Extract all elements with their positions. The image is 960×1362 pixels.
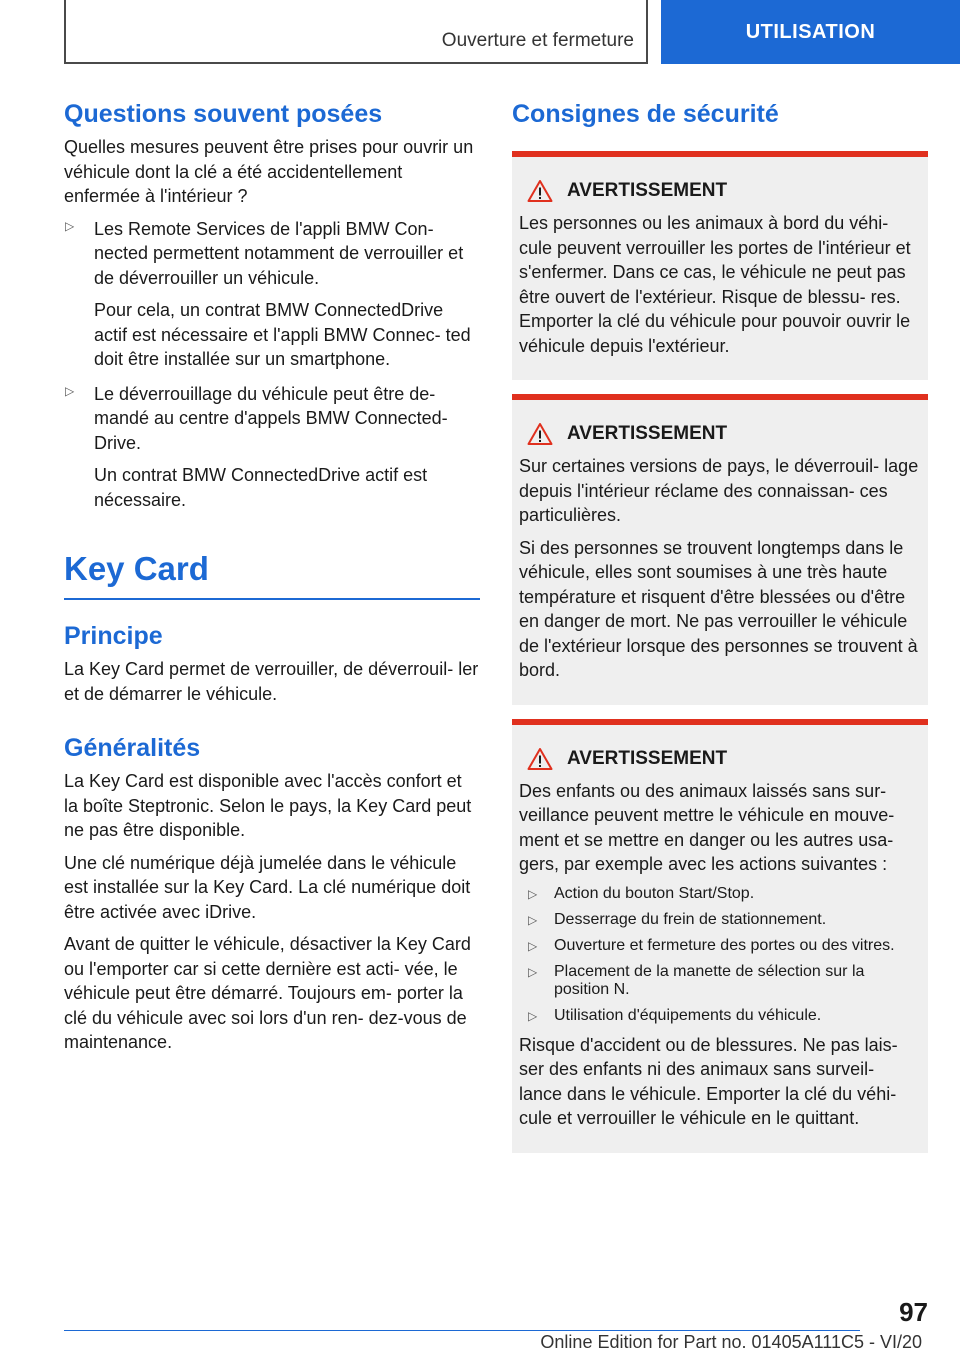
general-paragraph: Une clé numérique déjà jumelée dans le véhicule est installée sur la Key Card. La clé numérique doit être activée avec iDrive. bbox=[64, 852, 471, 922]
list-item bbox=[519, 937, 921, 955]
warning-text: Sur certaines versions de pays, le déverrouil- lage depuis l'intérieur réclame des connaissan- ces particulières. bbox=[519, 456, 919, 525]
faq-item-text: Le déverrouillage du véhicule peut être de- mandé au centre d'appels BMW Connected- Drive. bbox=[94, 383, 448, 453]
faq-list bbox=[64, 217, 480, 513]
bullet-triangle-icon: ▷ bbox=[528, 964, 538, 979]
bullet-triangle-icon: ▷ bbox=[65, 383, 75, 398]
warning-text: Si des personnes se trouvent longtemps dans le véhicule, elles sont soumises à une très haute température et risquent d'être blessées ou d'être en danger de mort. Ne pas verrouiller le véhicule de l'extérieur lorsque des personnes se trouvent à bord. bbox=[519, 537, 918, 680]
page-number: 97 bbox=[899, 1297, 928, 1327]
list-item bbox=[519, 911, 921, 929]
warning-triangle-icon bbox=[527, 179, 553, 203]
bullet-triangle-icon: ▷ bbox=[528, 886, 538, 901]
header-chapter-label: UTILISATION bbox=[745, 20, 876, 43]
list-item bbox=[519, 1007, 921, 1025]
right-column bbox=[512, 100, 928, 1167]
warning-triangle-icon bbox=[527, 422, 553, 446]
list-item-text: Utilisation d'équipements du véhicule. bbox=[554, 1006, 822, 1024]
bullet-triangle-icon: ▷ bbox=[528, 1008, 538, 1023]
faq-question: Quelles mesures peuvent être prises pour ouvrir un véhicule dont la clé a été accidentellement enfermée à l'intérieur ? bbox=[64, 137, 474, 206]
warning-text: Des enfants ou des animaux laissés sans sur- veillance peuvent mettre le véhicule en mouve- ment et se mettre en danger ou les autres usa- gers, par exemple avec les actions suivantes : bbox=[519, 780, 895, 874]
header-section-title: Ouverture et fermeture bbox=[441, 30, 634, 51]
list-item-text: Placement de la manette de sélection sur la position N. bbox=[554, 962, 865, 998]
warning-label: AVERTISSEMENT bbox=[567, 180, 728, 201]
list-item-text: Ouverture et fermeture des portes ou des vitres. bbox=[554, 936, 895, 954]
warning-box bbox=[512, 394, 928, 705]
warning-triangle-icon bbox=[527, 747, 553, 771]
list-item bbox=[64, 217, 480, 372]
section-divider bbox=[64, 598, 480, 600]
warning-text: Les personnes ou les animaux à bord du véhi- cule peuvent verrouiller les portes de l'intérieur et s'enfermer. Dans ce cas, le véhicule ne peut pas être ouvert de l'extérieur. Risque de blessu- res. Emporter la clé du véhicule pour pouvoir ouvrir le véhicule depuis l'extérieur. bbox=[519, 213, 911, 356]
general-paragraph: Avant de quitter le véhicule, désactiver la Key Card ou l'emporter car si cette dernière est acti- vée, le véhicule peut être démarré. Toujours em- porter la clé du véhicule avec soi lors d'un ren- dez-vous de maintenance. bbox=[64, 934, 471, 1052]
principle-title: Principe bbox=[64, 622, 163, 650]
warning-box bbox=[512, 719, 928, 1153]
list-item-text: Desserrage du frein de stationnement. bbox=[554, 910, 827, 928]
warning-box bbox=[512, 151, 928, 380]
warning-header bbox=[519, 179, 921, 203]
faq-item-text: Un contrat BMW ConnectedDrive actif est nécessaire. bbox=[94, 465, 428, 510]
faq-item-text: Les Remote Services de l'appli BMW Con- nected permettent notamment de verrouiller et de déverrouiller un véhicule. bbox=[94, 218, 464, 288]
general-title: Généralités bbox=[64, 734, 201, 762]
bullet-triangle-icon: ▷ bbox=[65, 218, 75, 233]
warning-header bbox=[519, 422, 921, 446]
list-item-text: Action du bouton Start/Stop. bbox=[554, 884, 755, 902]
list-item bbox=[519, 885, 921, 903]
list-item bbox=[519, 963, 921, 999]
warning-label: AVERTISSEMENT bbox=[567, 423, 728, 444]
left-column bbox=[64, 100, 480, 1063]
warning-action-list bbox=[519, 885, 921, 1025]
keycard-title: Key Card bbox=[64, 550, 209, 587]
warning-label: AVERTISSEMENT bbox=[567, 747, 728, 769]
bullet-triangle-icon: ▷ bbox=[528, 938, 538, 953]
footer-edition: Online Edition for Part no. 01405A111C5 - VI/20 bbox=[540, 1332, 922, 1352]
bullet-triangle-icon: ▷ bbox=[528, 912, 538, 927]
warning-header bbox=[519, 747, 921, 771]
general-paragraph: La Key Card est disponible avec l'accès confort et la boîte Steptronic. Selon le pays, la Key Card peut ne pas être disponible. bbox=[64, 771, 472, 840]
header-chapter-tab[interactable] bbox=[661, 0, 960, 64]
faq-item-text: Pour cela, un contrat BMW ConnectedDrive actif est nécessaire et l'appli BMW Connec- ted doit être installée sur un smartphone. bbox=[94, 300, 471, 369]
safety-title: Consignes de sécurité bbox=[512, 100, 779, 128]
footer-divider bbox=[64, 1330, 860, 1331]
list-item bbox=[64, 382, 480, 513]
warning-text: Risque d'accident ou de blessures. Ne pas lais- ser des enfants ni des animaux sans surveil- lance dans le véhicule. Emporter la clé du véhi- cule et verrouiller le véhicule en le quittant. bbox=[519, 1034, 898, 1128]
faq-title: Questions souvent posées bbox=[64, 100, 383, 128]
principle-text: La Key Card permet de verrouiller, de déverrouil- ler et de démarrer le véhicule. bbox=[64, 659, 479, 704]
